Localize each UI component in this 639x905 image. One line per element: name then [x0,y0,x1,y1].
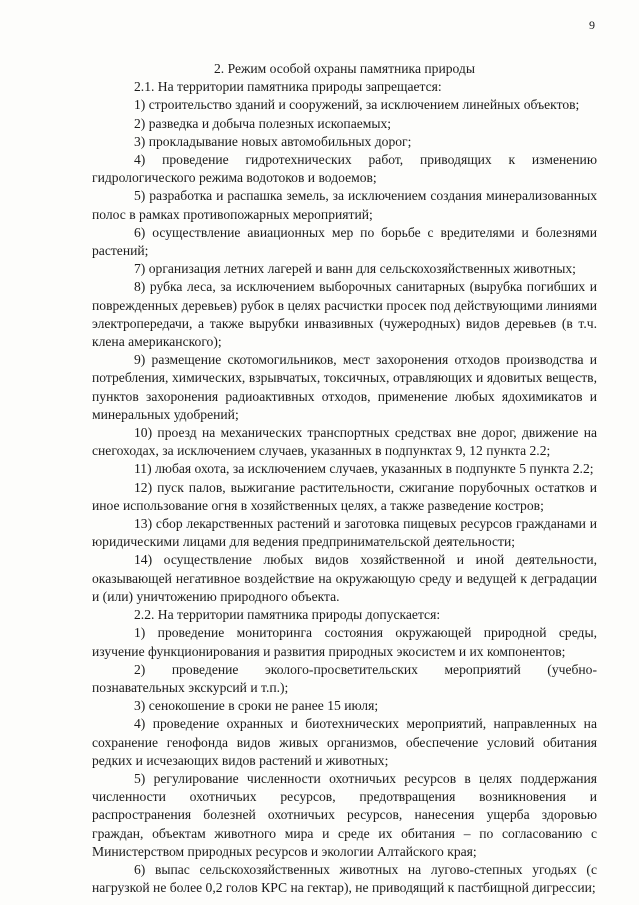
paragraph: 2.1. На территории памятника природы запрещается: [134,79,442,95]
paragraph: 2) разведка и добыча полезных ископаемых; [134,115,392,131]
page-number: 9 [589,18,595,32]
paragraph: 6) выпас сельскохозяйственных животных на лугово-степных угодьях (с нагрузкой не более 0,2 голов КРС на гектар), не приводящий к пастбищной дигрессии; [92,861,597,896]
document-body [92,60,597,897]
paragraph: 8) рубка леса, за исключением выборочных санитарных (вырубка погибших и поврежденных деревьев) рубок в целях расчистки просек под действующими линиями электропередачи, а также вырубки инвазивных (чужеродных) видов деревьев (в т.ч. клена американского); [92,279,597,350]
paragraph: 9) размещение скотомогильников, мест захоронения отходов производства и потребления, химических, взрывчатых, токсичных, отравляющих и ядовитых веществ, пунктов захоронения радиоактивных отходов, применение любых ядохимикатов и минеральных удобрений; [92,352,597,422]
paragraph: 12) пуск палов, выжигание растительности, сжигание порубочных остатков и иное использование огня в хозяйственных целях, а также разведение костров; [92,479,597,513]
paragraph: 13) сбор лекарственных растений и заготовка пищевых ресурсов гражданами и юридическими лицами для ведения предпринимательской деятельности; [92,516,597,550]
paragraph: 3) сенокошение в сроки не ранее 15 июля; [134,698,379,714]
section-title: 2. Режим особой охраны памятника природы [213,61,475,76]
paragraph: 6) осуществление авиационных мер по борьбе с вредителями и болезнями растений; [92,224,597,259]
paragraph: 1) строительство зданий и сооружений, за исключением линейных объектов; [134,97,580,113]
paragraph: 2) проведение эколого-просветительских мероприятий (учебно-познавательных экскурсий и т.п.); [92,661,597,695]
paragraph: 2.2. На территории памятника природы допускается: [134,607,441,623]
paragraph: 5) регулирование численности охотничьих ресурсов в целях поддержания численности охотничьих ресурсов, предотвращения возникновения и распространения болезней охотничьих ресурсов, нанесения ущерба здоровью граждан, объектам животного мира и среде их обитания – по согласованию с Министерством природных ресурсов и экологии Алтайского края; [92,770,597,859]
paragraph: 11) любая охота, за исключением случаев, указанных в подпункте 5 пункта 2.2; [134,461,594,477]
paragraph: 14) осуществление любых видов хозяйственной и иной деятельности, оказывающей негативное воздействие на окружающую среду и ведущей к деградации и (или) уничтожению природного объекта. [92,552,597,604]
paragraph: 10) проезд на механических транспортных средствах вне дорог, движение на снегоходах, за исключением случаев, указанных в подпунктах 9, 12 пункта 2.2; [92,425,597,459]
paragraph: 4) проведение охранных и биотехнических мероприятий, направленных на сохранение генофонда видов живых организмов, обеспечение условий обитания редких и исчезающих видов растений и животных; [92,716,597,768]
paragraph: 4) проведение гидротехнических работ, приводящих к изменению гидрологического режима водотоков и водоемов; [92,152,597,186]
paragraph: 3) прокладывание новых автомобильных дорог; [134,133,412,149]
paragraph: 5) разработка и распашка земель, за исключением создания минерализованных полос в рамках противопожарных мероприятий; [92,188,597,222]
paragraph: 7) организация летних лагерей и ванн для сельскохозяйственных животных; [134,261,576,277]
paragraph: 1) проведение мониторинга состояния окружающей природной среды, изучение функционирования и развития природных экосистем и их компонентов; [92,625,597,659]
